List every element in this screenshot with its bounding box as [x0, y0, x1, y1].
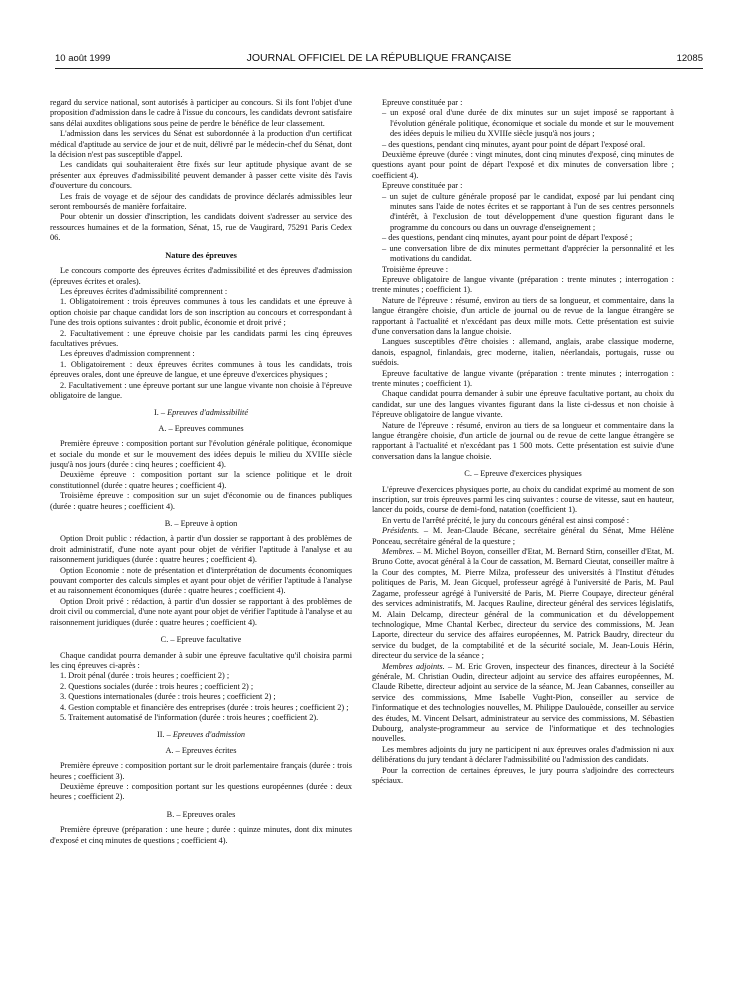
paragraph: Chaque candidat pourra demander à subir une épreuve facultative qu'il choisira parmi les cinq épreuves ci-après :	[50, 650, 352, 670]
list-item: – un sujet de culture générale proposé par le candidat, exposé par lui pendant cinq minutes sans l'aide de notes écrites et se rapportant à l'un de ses centres personnels d'intérêt, à l'exclusion de tout développement d'une question figurant dans le programme du concours ou dans un ouvrage d'enseignement ;	[382, 192, 674, 234]
list-item: 5. Traitement automatisé de l'information (durée : trois heures ; coefficient 2).	[60, 712, 319, 722]
paragraph: Pour la correction de certaines épreuves, le jury pourra s'adjoindre des correcteurs spéciaux.	[372, 765, 674, 785]
list-item: – un exposé oral d'une durée de dix minutes sur un sujet imposé se rapportant à l'évolution générale politique, économique et sociale du monde et sur le mouvement des idées depuis le milieu du XVIIIe siècle jusqu'à nos jours ;	[382, 108, 674, 139]
paragraph: Epreuve facultative de langue vivante (préparation : trente minutes ; interrogation : trente minutes ; coefficient 1).	[372, 368, 674, 388]
jury-adjoints	[372, 662, 674, 745]
paragraph: Epreuve constituée par :	[382, 181, 463, 191]
subsection-heading: B. – Epreuve à option	[164, 519, 238, 529]
paragraph: Le concours comporte des épreuves écrites d'admissibilité et des épreuves d'admission (épreuves écrites et orales).	[50, 266, 352, 286]
paragraph: Langues susceptibles d'être choisies : allemand, anglais, arabe classique moderne, danois, espagnol, finlandais, grec moderne, italien, néerlandais, portugais, russe ou suédois.	[372, 337, 674, 368]
paragraph: 2. Facultativement : une épreuve portant sur une langue vivante non choisie à l'épreuve obligatoire de langue.	[50, 380, 352, 400]
dash-list	[372, 108, 674, 150]
list-item: 3. Questions internationales (durée : trois heures ; coefficient 2) ;	[60, 692, 276, 702]
subsection-heading: A. – Epreuves communes	[158, 423, 244, 433]
header-date: 10 août 1999	[55, 53, 111, 64]
paragraph: L'admission dans les services du Sénat est subordonnée à la production d'un certificat médical d'aptitude au service de jour et de nuit, délivré par le médecin-chef du Sénat, dont la décision n'est pas susceptible d'appel.	[50, 129, 352, 160]
jury-presidents	[372, 526, 674, 547]
jury-text: – M. Jean-Claude Bécane, secrétaire général du Sénat, Mme Hélène Ponceau, secrétaire général de la questure ;	[372, 526, 674, 546]
paragraph: Les frais de voyage et de séjour des candidats de province déclarés admissibles leur seront remboursés de manière forfaitaire.	[50, 191, 352, 212]
paragraph: Epreuve constituée par :	[382, 98, 463, 107]
section-title: Epreuves d'admission	[172, 730, 246, 740]
paragraph: L'épreuve d'exercices physiques porte, au choix du candidat exprimé au moment de son inscription, sur trois épreuves parmi les cinq suivantes : course de vitesse, saut en hauteur, lancer du poids, course de demi-fond, natation (coefficient 1).	[372, 484, 674, 515]
paragraph: Deuxième épreuve : composition portant sur la science politique et le droit constitutionnel (durée : quatre heures ; coefficient 4).	[50, 470, 352, 490]
subsection-heading: B. – Epreuves orales	[166, 809, 236, 819]
list-item: – une conversation libre de dix minutes permettant d'apprécier la personnalité et les motivations du candidat.	[382, 244, 674, 265]
paragraph: Chaque candidat pourra demander à subir une épreuve facultative portant, au choix du candidat, sur une des langues vivantes figurant dans la liste ci-dessus et non choisie à l'épreuve obligatoire de langue vivante.	[372, 389, 674, 420]
section-heading	[50, 730, 352, 740]
paragraph: Première épreuve : composition portant sur l'évolution générale politique, économique et sociale du monde et sur le mouvement des idées depuis le milieu du XVIIIe siècle jusqu'à nos jours (durée : cinq heures ; coefficient 4).	[50, 439, 352, 469]
jury-label: Membres adjoints.	[382, 661, 445, 671]
paragraph: 1. Obligatoirement : trois épreuves communes à tous les candidats et une épreuve à option choisie par chaque candidat lors de son inscription au concours et correspondant à l'une des trois options suivantes : droit public, économie et droit privé ;	[50, 297, 352, 328]
paragraph: Première épreuve : composition portant sur le droit parlementaire français (durée : trois heures ; coefficient 3).	[50, 761, 352, 781]
page-header	[55, 52, 703, 69]
paragraph: Nature de l'épreuve : résumé, environ au tiers de sa longueur et commentaire dans la langue étrangère choisie, d'un article de journal ou de revue de cette langue étrangère se rapportant à l'actualité et n'excédant pas 1 500 mots. Cette présentation est suivie d'une conversation dans la langue choisie.	[372, 420, 674, 461]
jury-label: Membres.	[382, 547, 415, 557]
paragraph: 2. Facultativement : une épreuve choisie par les candidats parmi les cinq épreuves facultatives prévues.	[50, 328, 352, 348]
list-item: – des questions, pendant cinq minutes, ayant pour point de départ l'exposé ;	[382, 233, 674, 243]
paragraph: 1. Obligatoirement : deux épreuves écrites communes à tous les candidats, trois épreuves orales, dont une épreuve de langue, et une épreuve d'exercices physiques ;	[50, 359, 352, 380]
paragraph: Option Economie : note de présentation et d'interprétation de documents économiques pouvant comporter des calculs simples et ayant pour objet de vérifier l'aptitude à l'analyse et au raisonnement économiques (durée : quatre heures ; coefficient 4).	[50, 565, 352, 596]
paragraph: Les membres adjoints du jury ne participent ni aux épreuves orales d'admission ni aux délibérations du jury tendant à déclarer l'admissibilité ou l'admission des candidats.	[372, 744, 674, 765]
paragraph: Deuxième épreuve (durée : vingt minutes, dont cinq minutes d'exposé, cinq minutes de questions ayant pour point de départ l'exposé et dix minutes de conversation libre ; coefficient 4).	[372, 150, 674, 180]
subsection-heading: A. – Epreuves écrites	[165, 745, 237, 755]
list-item: 4. Gestion comptable et financière des entreprises (durée : trois heures ; coefficient 2) ;	[60, 702, 349, 712]
paragraph: Option Droit privé : rédaction, à partir d'un dossier se rapportant à des problèmes de droit civil ou commercial, d'une note ayant pour objet de vérifier l'aptitude à l'analyse et au raisonnement juridiques (durée : quatre heures ; coefficient 4).	[50, 596, 352, 627]
paragraph: Pour obtenir un dossier d'inscription, les candidats doivent s'adresser au service des ressources humaines et de la formation, Sénat, 15, rue de Vaugirard, 75291 Paris Cedex 06.	[50, 212, 352, 243]
paragraph: regard du service national, sont autorisés à participer au concours. Si ils font l'objet d'une proposition d'admission dans le cadre à l'issue du concours, les candidats devront satisfaire sans délai auxdites obligations sous peine de perdre le bénéfice de leur classement.	[50, 98, 352, 128]
paragraph: Deuxième épreuve : composition portant sur les questions européennes (durée : deux heures ; coefficient 2).	[50, 781, 352, 802]
section-prefix: I. –	[153, 408, 168, 418]
paragraph: Troisième épreuve :	[382, 264, 449, 274]
list-item: 2. Questions sociales (durée : trois heures ; coefficient 2) ;	[60, 681, 254, 691]
jury-members	[372, 547, 674, 661]
dash-list	[372, 192, 674, 265]
jury-text: – M. Eric Groven, inspecteur des finances, directeur à la Société générale, M. Christian Oudin, directeur adjoint au service des affaires européennes, M. Claude Ribette, directeur adjoint au service de la séance, M. Jean Cabannes, conseiller au service des commissions, Mme Isabelle Vught-Pion, conseiller au service de l'informatique et des technologies nouvelles, M. Philippe Daulouède, conseiller au service des études, M. Vincent Delsart, administrateur au service des commissions, M. Sébastien Dubourg, analyste-programmeur au service de l'informatique et des technologies nouvelles.	[372, 661, 674, 744]
paragraph: Nature de l'épreuve : résumé, environ au tiers de sa longueur, et commentaire, dans la langue étrangère choisie, d'un article de journal ou de revue de la langue étrangère se rapportant à l'actualité et n'excédant pas deux mille mots. Cette présentation est suivie d'une conversation dans la langue choisie.	[372, 295, 674, 336]
section-prefix: II. –	[156, 730, 173, 740]
paragraph: Option Droit public : rédaction, à partir d'un dossier se rapportant à des problèmes de droit administratif, d'une note ayant pour objet de vérifier l'aptitude à l'analyse et au raisonnement juridiques (durée : quatre heures ; coefficient 4).	[50, 534, 352, 565]
paragraph: Première épreuve (préparation : une heure ; durée : quinze minutes, dont dix minutes d'exposé et cinq minutes de questions ; coefficient 4).	[50, 825, 352, 845]
paragraph: Les épreuves d'admission comprennent :	[60, 349, 195, 359]
jury-label: Présidents.	[382, 526, 420, 536]
left-column	[50, 98, 352, 968]
journal-title: JOURNAL OFFICIEL DE LA RÉPUBLIQUE FRANÇAISE	[246, 52, 512, 64]
subsection-heading: C. – Epreuve d'exercices physiques	[464, 469, 582, 479]
right-column	[372, 98, 674, 968]
jury-text: – M. Michel Boyon, conseiller d'Etat, M. Bernard Stirn, conseiller d'Etat, M. Bruno Cotte, avocat général à la Cour de cassation, M. Bernard Cieutat, conseiller maître à la Cour des comptes, M. Pierre Milza, professeur des universités à l'Institut d'études politiques de Paris, M. Jean Gicquel, professeur agrégé à l'université de Paris, M. Paul Zagame, professeur agrégé à l'université de Paris, M. Pierre Coupaye, directeur général des services administratifs, M. Jacques Rauline, directeur général des services législatifs, M. Alain Delcamp, directeur général de la communication et du développement technologique, Mme Chantal Kerbec, directeur du service des commissions, M. Jean Laporte, directeur du service des affaires européennes, M. Patrick Baudry, directeur du service du budget, de la comptabilité et de la sécurité sociale, M. Jean-Louis Hérin, directeur du service de la séance ;	[372, 547, 674, 661]
list-item: – des questions, pendant cinq minutes, ayant pour point de départ l'exposé oral.	[382, 140, 674, 150]
section-title: Epreuves d'admissibilité	[167, 408, 249, 418]
paragraph: Troisième épreuve : composition sur un sujet d'économie ou de finances publiques (durée : quatre heures ; coefficient 4).	[50, 491, 352, 511]
paragraph: Les candidats qui souhaiteraient être fixés sur leur aptitude physique avant de se présenter aux épreuves d'admissibilité peuvent demander à passer cette visite dès l'avis d'ouverture du concours.	[50, 160, 352, 191]
paragraph: Les épreuves écrites d'admissibilité comprennent :	[60, 286, 228, 296]
list-item: 1. Droit pénal (durée : trois heures ; coefficient 2) ;	[60, 671, 230, 681]
subsection-heading: C. – Epreuve facultative	[160, 635, 242, 645]
paragraph: En vertu de l'arrêté précité, le jury du concours général est ainsi composé :	[382, 515, 630, 525]
paragraph: Epreuve obligatoire de langue vivante (préparation : trente minutes ; interrogation : trente minutes ; coefficient 1).	[372, 274, 674, 295]
page-number: 12085	[676, 53, 703, 64]
section-heading: Nature des épreuves	[165, 250, 237, 260]
section-heading	[50, 408, 352, 418]
